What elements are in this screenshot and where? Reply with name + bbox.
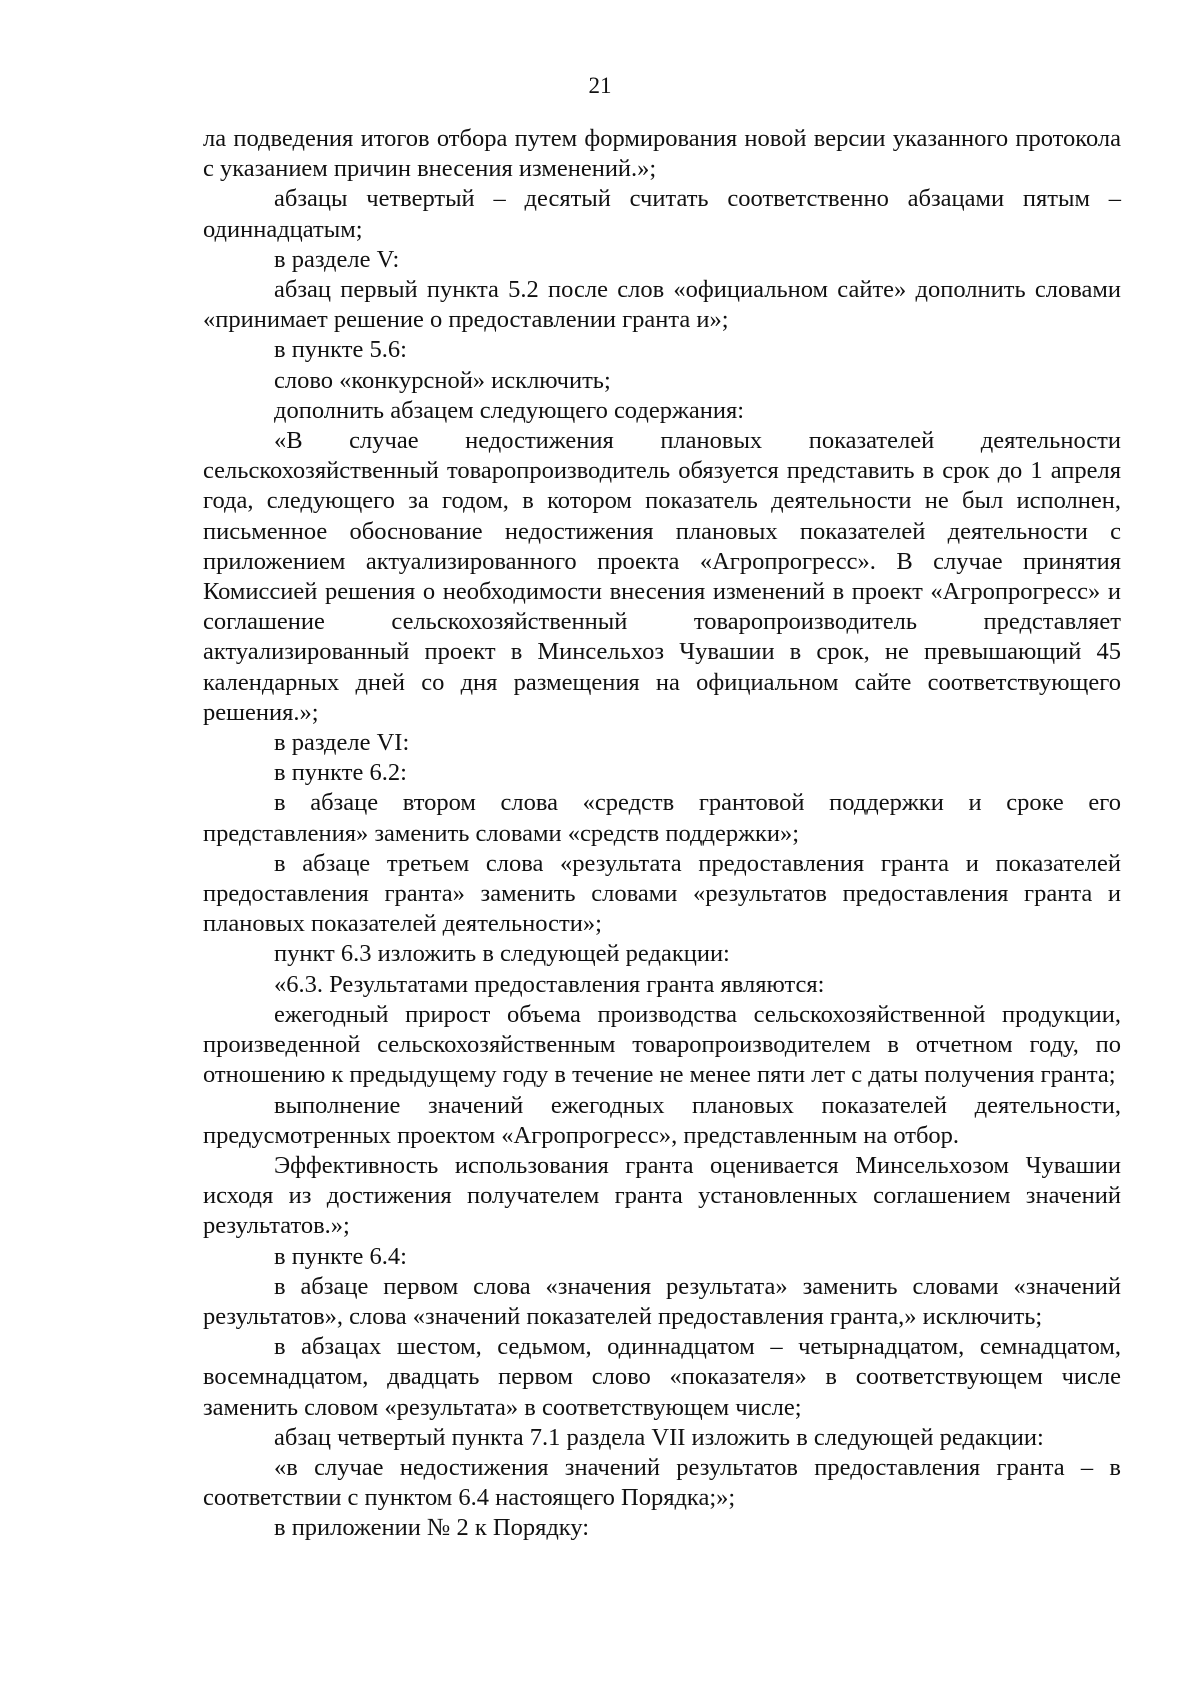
- paragraph: в приложении № 2 к Порядку:: [274, 1514, 590, 1542]
- paragraph: в пункте 5.6:: [274, 336, 407, 364]
- paragraph: в разделе V:: [274, 245, 400, 273]
- paragraph: ла подведения итогов отбора путем формирования новой версии указанного протокола с указанием причин внесения изменений.»;: [203, 125, 1121, 183]
- paragraph: в абзацах шестом, седьмом, одиннадцатом – четырнадцатом, семнадцатом, восемнадцатом, двадцать первом слово «показателя» в соответствующем числе заменить словом «результата» в соответствующем числе;: [203, 1333, 1121, 1421]
- paragraph: в пункте 6.2:: [274, 759, 407, 787]
- paragraph: Эффективность использования гранта оценивается Минсельхозом Чувашии исходя из достижения получателем гранта установленных соглашением значений результатов.»;: [203, 1151, 1121, 1240]
- paragraph: в абзаце втором слова «средств грантовой поддержки и сроке его представления» заменить словами «средств поддержки»;: [203, 789, 1121, 847]
- document-body: [203, 124, 1121, 1544]
- paragraph: «в случае недостижения значений результатов предоставления гранта – в соответствии с пунктом 6.4 настоящего Порядка;»;: [203, 1453, 1121, 1512]
- paragraph: в абзаце третьем слова «результата предоставления гранта и показателей предоставления гранта» заменить словами «результатов предоставления гранта и плановых показателей деятельности»;: [203, 849, 1121, 938]
- paragraph: выполнение значений ежегодных плановых показателей деятельности, предусмотренных проектом «Агропрогресс», представленным на отбор.: [203, 1091, 1121, 1149]
- paragraph: ежегодный прирост объема производства сельскохозяйственной продукции, произведенной сельскохозяйственным товаропроизводителем в отчетном году, по отношению к предыдущему году в течение не менее пяти лет с даты получения гранта;: [203, 1000, 1121, 1089]
- paragraph: в пункте 6.4:: [274, 1242, 407, 1270]
- paragraph: абзац первый пункта 5.2 после слов «официальном сайте» дополнить словами «принимает решение о предоставлении гранта и»;: [203, 276, 1121, 334]
- paragraph: в абзаце первом слова «значения результата» заменить словами «значений результатов», слова «значений показателей предоставления гранта,» исключить;: [203, 1272, 1121, 1330]
- paragraph: «В случае недостижения плановых показателей деятельности сельскохозяйственный товаропроизводитель обязуется представить в срок до 1 апреля года, следующего за годом, в котором показатель деятельности не был исполнен, письменное обоснование недостижения плановых показателей деятельности с приложением актуализированного проекта «Агропрогресс». В случае принятия Комиссией решения о необходимости внесения изменений в проект «Агропрогресс» и соглашение сельскохозяйственный товаропроизводитель представляет актуализированный проект в Минсельхоз Чувашии в срок, не превышающий 45 календарных дней со дня размещения на официальном сайте соответствующего решения.»;: [203, 427, 1121, 726]
- paragraph: дополнить абзацем следующего содержания:: [274, 396, 745, 424]
- page-number: 21: [588, 73, 612, 98]
- paragraph: слово «конкурсной» исключить;: [274, 366, 611, 394]
- paragraph: абзац четвертый пункта 7.1 раздела VII изложить в следующей редакции:: [274, 1423, 1044, 1451]
- paragraph: в разделе VI:: [274, 729, 410, 757]
- paragraph: «6.3. Результатами предоставления гранта являются:: [274, 970, 825, 998]
- paragraph: пункт 6.3 изложить в следующей редакции:: [274, 940, 730, 968]
- paragraph: абзацы четвертый – десятый считать соответственно абзацами пятым – одиннадцатым;: [203, 185, 1121, 243]
